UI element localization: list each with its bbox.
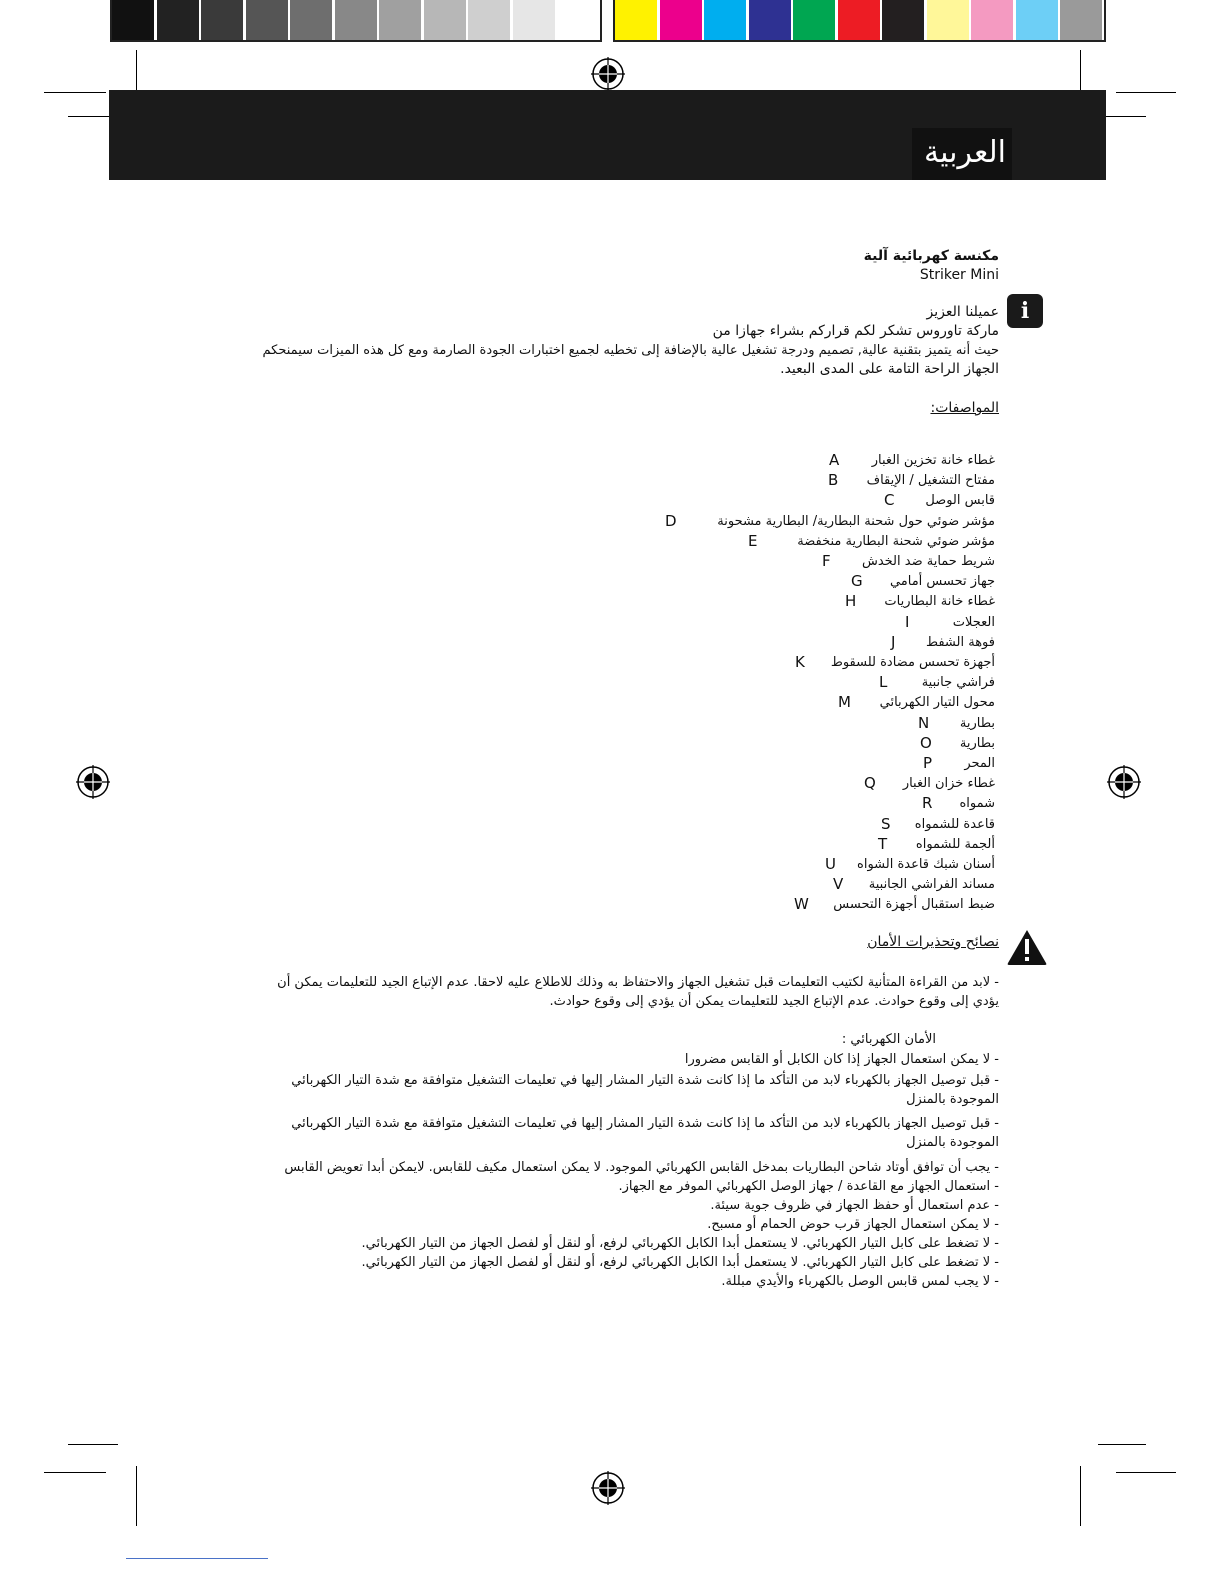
spec-letter: L — [879, 673, 888, 692]
spec-letter: I — [905, 612, 910, 631]
spec-label: جهاز تحسس أمامي — [889, 574, 995, 590]
spec-letter: C — [884, 491, 895, 510]
electrical-safety-heading: الأمان الكهربائي : — [841, 1032, 936, 1047]
intro-text — [239, 303, 999, 379]
grayscale-swatch — [424, 0, 467, 40]
safety-bullet: - لا تضغط على كابل التيار الكهربائي. لا يستعمل أبدا الكابل الكهربائي لرفع، أو لنقل أو لفصل الجهاز من التيار الكهربائي. — [361, 1255, 999, 1270]
warning-icon — [1006, 928, 1048, 966]
spec-label: غطاء خانة البطاريات — [884, 594, 995, 610]
info-icon: i — [1007, 294, 1043, 328]
spec-letter: N — [918, 713, 930, 732]
spec-label: مساند الفراشي الجانبية — [868, 877, 995, 893]
safety-intro-line: يؤدي إلى وقوع حوادث. عدم الإتباع الجيد للتعليمات يمكن أن يؤدي إلى وقوع حوادث. — [549, 994, 999, 1009]
spec-letter: H — [845, 592, 857, 611]
spec-letter: T — [878, 834, 888, 853]
bottom-rule — [126, 1558, 268, 1559]
spec-letter: B — [828, 471, 839, 490]
safety-bullet: - عدم استعمال أو حفظ الجهاز في ظروف جوية سيئة. — [710, 1198, 999, 1213]
spec-letter: M — [838, 693, 851, 712]
safety-bullet: - يجب أن توافق أوتاد شاحن البطاريات بمدخل القابس الكهربائي الموجود. لا يمكن استعمال مكيف للقابس. لايمكن أبدا تعويض القابس — [284, 1160, 999, 1175]
crop-mark — [44, 92, 106, 93]
spec-label: بطارية — [959, 715, 995, 731]
intro-line: الجهاز الراحة التامة على المدى البعيد. — [780, 361, 999, 377]
crop-mark — [136, 1466, 137, 1526]
grayscale-swatch — [157, 0, 200, 40]
registration-mark-icon — [76, 765, 110, 799]
safety-heading: نصائح وتحذيرات الأمان — [867, 934, 999, 950]
spec-label: العجلات — [952, 614, 995, 630]
spec-letter: E — [748, 531, 758, 550]
registration-mark-icon — [1107, 765, 1141, 799]
spec-letter: R — [922, 794, 933, 813]
crop-mark — [1116, 1472, 1176, 1473]
grayscale-swatch — [335, 0, 378, 40]
spec-label: المحر — [964, 756, 995, 771]
safety-bullet: - لا يمكن استعمال الجهاز قرب حوض الحمام أو مسبح. — [707, 1217, 999, 1232]
safety-bullet: - استعمال الجهاز مع القاعدة / جهاز الوصل الكهربائي الموفر مع الجهاز. — [618, 1179, 999, 1194]
crop-mark — [1116, 92, 1176, 93]
intro-line: حيث أنه يتميز بتقنية عالية, تصميم ودرجة تشغيل عالية بالإضافة إلى تخطيه لجميع اختبارات الجودة الصارمة ومع كل هذه الميزات سيمنحكم — [262, 343, 999, 358]
spec-label: شريط حماية ضد الخدش — [861, 554, 995, 569]
spec-label: مفتاح التشغيل / الإيقاف — [866, 473, 995, 489]
spec-letter: W — [794, 895, 809, 914]
safety-bullet: - قبل توصيل الجهاز بالكهرباء لابد من التأكد ما إذا كانت شدة التيار المشار إليها في تعليمات التشغيل متوافقة مع شدة التيار الكهربائي الموجودة بالمنزل — [291, 1116, 999, 1150]
safety-bullets — [239, 1050, 999, 1291]
spec-label: غطاء خزان الغبار — [902, 776, 995, 792]
safety-intro — [239, 973, 999, 1011]
spec-label: مؤشر ضوئي حول شحنة البطارية/ البطارية مشحونة — [717, 513, 995, 529]
spec-label: أجهزة تحسس مضادة للسقوط — [830, 655, 995, 670]
process-swatch — [1016, 0, 1059, 40]
product-model: Striker Mini — [919, 267, 999, 283]
spec-label: ألجمة للشمواه — [915, 836, 995, 852]
grayscale-swatch — [290, 0, 333, 40]
grayscale-swatch — [379, 0, 422, 40]
grayscale-swatch — [112, 0, 155, 40]
safety-intro-line: - لابد من القراءة المتأنية لكتيب التعليمات قبل تشغيل الجهاز والاحتفاظ به وذلك للاطلاع عليه لاحقا. عدم الإتباع الجيد للتعليمات يمكن أن — [277, 975, 999, 990]
safety-bullet: - لا يمكن استعمال الجهاز إذا كان الكابل أو القابس مضرورا — [684, 1052, 999, 1067]
language-title: العربية — [912, 128, 1012, 180]
spec-letter: J — [891, 632, 896, 651]
process-swatch — [927, 0, 970, 40]
spec-letter: U — [825, 855, 836, 873]
grayscale-swatch — [468, 0, 511, 40]
spec-letter: O — [920, 733, 932, 752]
spec-letter: A — [829, 451, 840, 469]
spec-letter: S — [881, 814, 891, 833]
spec-label: غطاء خانة تخزين الغبار — [871, 453, 995, 468]
spec-letter: D — [665, 511, 677, 530]
process-swatch — [660, 0, 703, 40]
grayscale-swatch — [201, 0, 244, 40]
spec-letter: F — [822, 552, 831, 570]
spec-letter: Q — [864, 774, 876, 793]
grayscale-swatch — [246, 0, 289, 40]
spec-label: ضبط استقبال أجهزة التحسس — [833, 897, 995, 913]
spec-letter: P — [923, 754, 933, 772]
spec-label: قابس الوصل — [925, 493, 995, 509]
safety-bullet: - قبل توصيل الجهاز بالكهرباء لابد من التأكد ما إذا كانت شدة التيار المشار إليها في تعليمات التشغيل متوافقة مع شدة التيار الكهربائي الموجودة بالمنزل — [291, 1073, 999, 1107]
spec-label: فراشي جانبية — [921, 675, 995, 691]
process-swatch — [704, 0, 747, 40]
spec-label: مؤشر ضوئي شحنة البطارية منخفضة — [797, 533, 995, 549]
spec-label: محول التيار الكهربائي — [879, 695, 995, 711]
intro-line: ماركة تاوروس تشكر لكم قراركم بشراء جهازا من — [712, 323, 999, 339]
spec-letter: G — [851, 572, 863, 591]
registration-mark-icon — [591, 1471, 625, 1505]
process-swatch — [793, 0, 836, 40]
spec-label: فوهة الشفط — [926, 634, 995, 650]
safety-bullet: - لا تضغط على كابل التيار الكهربائي. لا يستعمل أبدا الكابل الكهربائي لرفع، أو لنقل أو لفصل الجهاز من التيار الكهربائي. — [361, 1236, 999, 1251]
registration-mark-icon — [591, 57, 625, 91]
process-swatch — [882, 0, 925, 40]
crop-mark — [68, 1444, 118, 1445]
process-swatch — [971, 0, 1014, 40]
spec-label: بطارية — [959, 735, 995, 751]
spec-label: قاعدة للشمواه — [914, 816, 995, 832]
spec-label: شمواه — [959, 796, 995, 812]
spec-label: أسنان شبك قاعدة الشواه — [857, 857, 995, 872]
spec-letter: K — [795, 653, 805, 671]
crop-mark — [1080, 1466, 1081, 1526]
spec-letter: V — [833, 875, 844, 894]
specifications-heading: المواصفات: — [930, 400, 999, 416]
grayscale-swatch — [513, 0, 556, 40]
grayscale-swatch — [557, 0, 600, 40]
crop-mark — [44, 1472, 106, 1473]
process-swatch — [749, 0, 792, 40]
process-swatch — [615, 0, 658, 40]
safety-bullet: - لا يجب لمس قابس الوصل بالكهرباء والأيدي مبللة. — [721, 1274, 999, 1289]
process-swatch — [838, 0, 881, 40]
product-title: مكنسة كهربائية آلية — [863, 248, 999, 264]
intro-greeting: عميلنا العزيز — [926, 304, 999, 320]
process-swatch — [1060, 0, 1103, 40]
crop-mark — [1098, 1444, 1146, 1445]
